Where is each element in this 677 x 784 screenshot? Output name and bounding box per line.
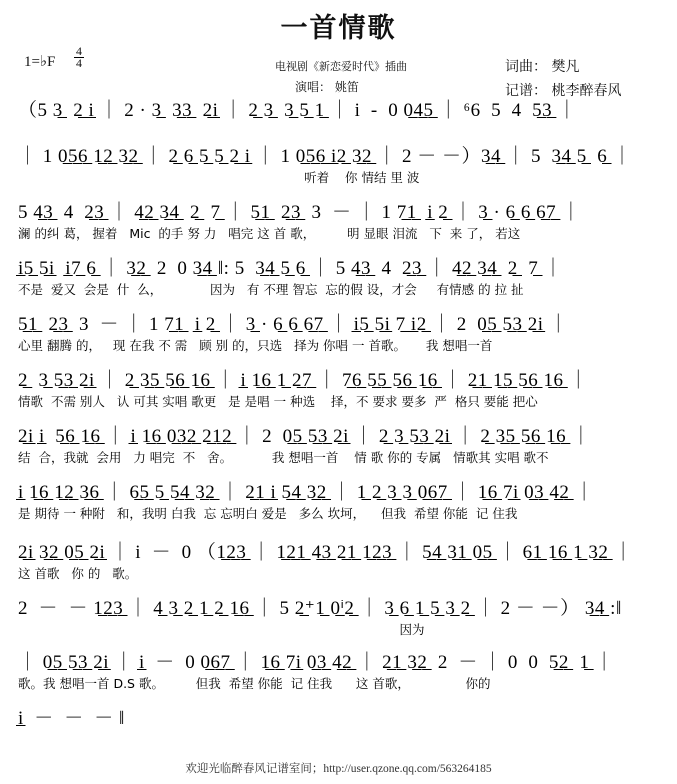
- notation-line: 2̲ 3̲ 5̲3̲ 2̲i̲ ｜ 2̲ 3̲5̲ 5̲6̲ 1̲6̲ ｜ i̲ 1̲6̲ 1̲ 2̲7̲ ｜ 7̲6̲ 5̲5̲ 5̲6̲ 1̲6̲ ｜ 2̲1̲ 1̲5̲ 5̲6̲ 1̲6̲ ｜: [18, 370, 589, 391]
- music-system: [18, 426, 663, 466]
- notation-line: i̲ － － － ‖: [18, 708, 125, 729]
- key-value: ♭F: [39, 54, 56, 70]
- notation-line: ｜ 0̲5̲ 5̲3̲ 2̲i̲ ｜ i̲ － 0 0̲6̲7̲ ｜ 1̲6̲ 7̲i̲ 0̲3̲ 4̲2̲ ｜ 2̲1̲ 3̲2̲ 2 － ｜ 0 0 5̲2̲ 1̲ ｜: [18, 652, 615, 673]
- music-system: [18, 146, 663, 186]
- music-system: [18, 652, 663, 692]
- page-title: 一首情歌: [280, 13, 397, 44]
- lyrics-line: 澜 的纠 葛， 握着 Mic 的手 努 力 唱完 这 首 歌， 明 显眼 泪流 下 来 了， 若这: [18, 226, 521, 241]
- notation-line: 2 － － 1̲2̲3̲ ｜ 4̲ 3̲ 2̲ 1̲ 2̲ 1̲6̲ ｜ 5 2̲⁺1̲ 0̲ⁱ2̲ ｜ 3̲ 6̲ 1̲ 5̲ 3̲ 2̲ ｜ 2 － －） 3̲4̲ :‖: [18, 598, 622, 619]
- music-system: [18, 482, 663, 522]
- notation-credit: 记谱： 桃李醉春风: [505, 83, 622, 99]
- lyrics-line: 这 首歌 你 的 歌。: [18, 566, 138, 581]
- notation-line: i̲ 1̲6̲ 1̲2̲ 3̲6̲ ｜ 6̲5̲ 5̲ 5̲4̲ 3̲2̲ ｜ 2̲1̲ i̲ 5̲4̲ 3̲2̲ ｜ 1̲ 2̲ 3̲ 3̲ 0̲6̲7̲ ｜ 1̲6̲ 7̲i̲ 0̲3̲ 4̲2̲ ｜: [18, 482, 595, 503]
- lyrics-line: 歌。我 想唱一首 D.S 歌。 但我 希望 你能 记 住我 这 首歌， 你的: [18, 676, 491, 691]
- drama-credit: 电视剧《新恋爱时代》插曲: [275, 60, 407, 73]
- time-signature-bottom: 4: [76, 56, 82, 70]
- music-system: [18, 708, 663, 732]
- music-system: [18, 598, 663, 638]
- notation-line: 2̲i̲ 3̲2̲ 0̲5̲ 2̲i̲ ｜ i － 0 （1̲2̲3̲ ｜ 1̲2̲1̲ 4̲3̲ 2̲1̲ 1̲2̲3̲ ｜ 5̲4̲ 3̲1̲ 0̲5̲ ｜ 6̲1̲ 1̲6̲ 1̲ 3̲2̲ ｜: [18, 542, 634, 563]
- notation-line: （5 3̲ 2̲ i̲ ｜ 2 · 3̲ 3̲3̲ 2̲i̲ ｜ 2̲ 3̲ 3̲ 5̲ 1̲ ｜ i - 0 0̲4̲5̲ ｜ ⁶6 5 4 5̲3̲ ｜: [18, 100, 577, 121]
- music-system: [18, 314, 663, 354]
- key-signature: [24, 52, 55, 71]
- lyrics-line: 心里 翻腾 的， 现 在我 不 需 顾 别 的，只选 择为 你唱 一 首歌。 我 想唱一首: [18, 338, 493, 353]
- music-system: [18, 100, 663, 124]
- notation-line: 5̲1̲ 2̲3̲ 3 － ｜ 1 7̲1̲ i̲ 2̲ ｜ 3̲ · 6̲ 6̲ 6̲7̲ ｜ i̲5̲ 5̲i̲ 7̲ i̲2̲ ｜ 2 0̲5̲ 5̲3̲ 2̲i̲ ｜: [18, 314, 569, 335]
- music-system: [18, 542, 663, 582]
- time-signature: [74, 46, 84, 69]
- notation-line: i̲5̲ 5̲i̲ i̲7̲ 6̲ ｜ 3̲2̲ 2 0 3̲4̲ ‖: 5 3̲4̲ 5̲ 6̲ ｜ 5 4̲3̲ 4 2̲3̲ ｜ 4̲2̲ 3̲4̲ 2̲ 7̲ ｜: [18, 258, 563, 279]
- music-system: [18, 202, 663, 242]
- singer-credit: 演唱： 姚笛: [295, 80, 359, 94]
- lyrics-line: 不是 爱又 会是 什 么， 因为 有 不理 智忘 忘的假 设，才会 有情感 的 拉 扯: [18, 282, 524, 297]
- notation-line: 2̲i̲ i̲ 5̲6̲ 1̲6̲ ｜ i̲ 1̲6̲ 0̲3̲2̲ 2̲1̲2̲ ｜ 2 0̲5̲ 5̲3̲ 2̲i̲ ｜ 2̲ 3̲ 5̲3̲ 2̲i̲ ｜ 2̲ 3̲5̲ 5̲6̲ 1̲6̲ ｜: [18, 426, 591, 447]
- music-system: [18, 370, 663, 410]
- key-label: 1=: [24, 54, 40, 70]
- time-signature-top: 4: [76, 44, 82, 58]
- music-system: [18, 258, 663, 298]
- footer-note: 欢迎光临醉春风记谱室间；http://user.qzone.qq.com/563264185: [185, 763, 492, 775]
- notation-line: 5 4̲3̲ 4 2̲3̲ ｜ 4̲2̲ 3̲4̲ 2̲ 7̲ ｜ 5̲1̲ 2̲3̲ 3 － ｜ 1 7̲1̲ i̲ 2̲ ｜ 3̲ · 6̲ 6̲ 6̲7̲ ｜: [18, 202, 581, 223]
- lyrics-line: 是 期待 一 种附 和，我明 白我 忘 忘明白 爱是 多么 坎坷， 但我 希望 你能 记 住我: [18, 506, 518, 521]
- composer-credit: 词曲： 樊凡: [505, 59, 580, 75]
- lyrics-line: 情歌 不需 别人 认 可其 实唱 歌更 是 是唱 一 种选 择，不 要求 要多 严 格只 要能 把心: [18, 394, 538, 409]
- lyrics-line: 因为: [18, 622, 425, 637]
- notation-line: ｜ 1 0̲5̲6̲ 1̲2̲ 3̲2̲ ｜ 2̲ 6̲ 5̲ 5̲ 2̲ i̲ ｜ 1 0̲5̲6̲ i̲2̲ 3̲2̲ ｜ 2 － －）3̲4̲ ｜ 5 3̲4̲ 5̲ 6̲ ｜: [18, 146, 633, 167]
- lyrics-line: 结 合，我就 会用 力 唱完 不 舍。 我 想唱一首 情 歌 你的 专属 情歌其 实唱 歌不: [18, 450, 549, 465]
- lyrics-line: 听着 你 情结 里 波: [18, 170, 420, 185]
